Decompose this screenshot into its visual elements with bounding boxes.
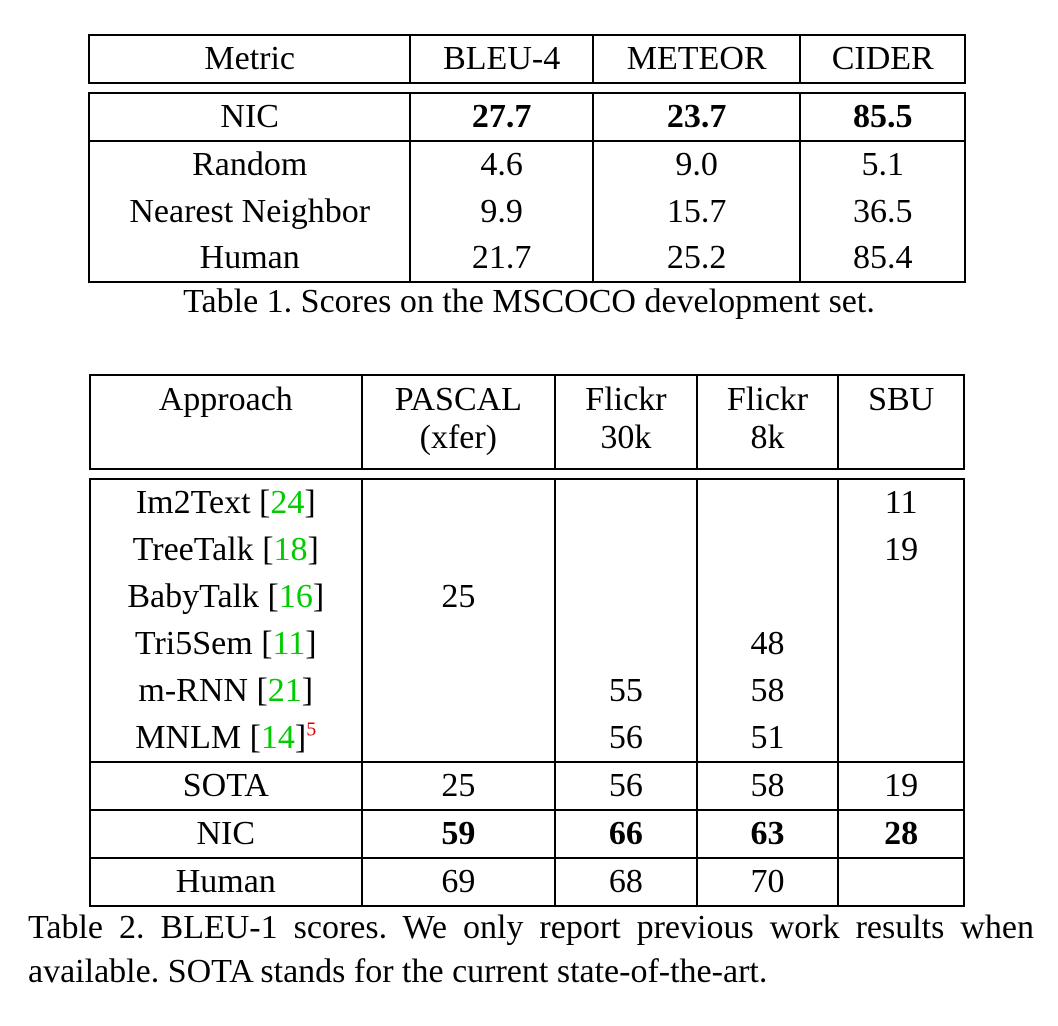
table-row: [89, 188, 965, 235]
approach-name: MNLM: [135, 718, 242, 756]
cell-bleu4: 9.9: [410, 188, 593, 235]
table-row: [90, 526, 964, 573]
nic-label: NIC: [89, 93, 410, 141]
cell-sbu: [838, 714, 964, 762]
nic-flickr8k: 63: [697, 810, 839, 858]
human-flickr30k: 68: [555, 858, 697, 906]
header-line1: Flickr: [726, 381, 809, 418]
table-2-human-row: [90, 858, 964, 906]
citation-link[interactable]: 24: [270, 484, 305, 521]
header-approach: [90, 375, 362, 469]
header-metric: Metric: [89, 35, 410, 83]
table-1: [88, 34, 966, 283]
table-row: [90, 573, 964, 620]
human-pascal: 69: [362, 858, 556, 906]
table-2-nic-row: [90, 810, 964, 858]
approach-name: TreeTalk: [132, 530, 254, 568]
cell-pascal: 25: [362, 573, 556, 620]
nic-pascal: 59: [362, 810, 556, 858]
nic-sbu: 28: [838, 810, 964, 858]
cell-flickr8k: 51: [697, 714, 839, 762]
nic-meteor: 23.7: [593, 93, 801, 141]
approach-name: Im2Text: [135, 484, 251, 521]
row-label: Random: [89, 141, 410, 188]
cell-flickr8k: [697, 573, 839, 620]
cell-flickr30k: 56: [555, 714, 697, 762]
citation-link[interactable]: 11: [272, 624, 306, 662]
human-flickr8k: 70: [697, 858, 839, 906]
header-line2: [91, 419, 361, 463]
cell-flickr8k: [697, 526, 839, 573]
header-line1: Flickr: [585, 381, 667, 418]
cell-cider: 5.1: [800, 141, 965, 188]
cell-pascal: [362, 620, 556, 667]
row-label: Human: [89, 235, 410, 282]
table-row: [89, 141, 965, 188]
header-bleu4: BLEU-4: [410, 35, 593, 83]
header-sbu: [838, 375, 964, 469]
table-row: [90, 714, 964, 762]
approach-cell: TreeTalk [18]: [90, 526, 362, 573]
header-cider: CIDER: [800, 35, 965, 83]
cell-pascal: [362, 479, 556, 526]
table-row: [89, 235, 965, 282]
cell-pascal: [362, 714, 556, 762]
citation-link[interactable]: 14: [260, 718, 295, 756]
approach-cell: m-RNN [21]: [90, 667, 362, 714]
cell-flickr8k: 58: [697, 667, 839, 714]
table-row: [90, 620, 964, 667]
approach-cell: Tri5Sem [11]: [90, 620, 362, 667]
table-1-gap: [89, 83, 965, 93]
approach-name: m-RNN: [138, 671, 248, 709]
cell-sbu: 11: [838, 479, 964, 526]
human-sbu: [838, 858, 964, 906]
cell-flickr30k: [555, 526, 697, 573]
citation-link[interactable]: 16: [278, 577, 313, 615]
approach-name: Tri5Sem: [134, 624, 253, 662]
cell-flickr30k: [555, 620, 697, 667]
cell-flickr8k: 48: [697, 620, 839, 667]
table-1-nic-row: [89, 93, 965, 141]
footnote-marker[interactable]: 5: [306, 718, 317, 741]
cell-flickr30k: [555, 573, 697, 620]
cell-meteor: 9.0: [593, 141, 801, 188]
table-1-caption: Table 1. Scores on the MSCOCO development set.: [183, 283, 875, 320]
header-line2: [839, 419, 963, 463]
header-line2: (xfer): [419, 419, 498, 456]
cell-sbu: [838, 620, 964, 667]
sota-label: SOTA: [90, 762, 362, 810]
header-line1: PASCAL: [394, 381, 522, 418]
header-flickr8k: [697, 375, 839, 469]
table-2: [89, 374, 965, 907]
cell-meteor: 15.7: [593, 188, 801, 235]
cell-pascal: [362, 667, 556, 714]
cell-sbu: 19: [838, 526, 964, 573]
approach-cell: Im2Text [24]: [90, 479, 362, 526]
cell-flickr30k: 55: [555, 667, 697, 714]
table-1-header-row: [89, 35, 965, 83]
table-2-header-row: [90, 375, 964, 469]
sota-flickr8k: 58: [697, 762, 839, 810]
header-pascal: [362, 375, 556, 469]
human-label: Human: [90, 858, 362, 906]
cell-cider: 85.4: [800, 235, 965, 282]
table-2-sota-row: [90, 762, 964, 810]
sota-sbu: 19: [838, 762, 964, 810]
cell-pascal: [362, 526, 556, 573]
header-flickr30k: [555, 375, 697, 469]
table-row: [90, 479, 964, 526]
cell-sbu: [838, 667, 964, 714]
cell-bleu4: 21.7: [410, 235, 593, 282]
table-2-caption: Table 2. BLEU-1 scores. We only report previous work results when available. SOTA stands for the current state-of-the-art.: [28, 909, 1034, 990]
sota-pascal: 25: [362, 762, 556, 810]
nic-label: NIC: [90, 810, 362, 858]
sota-flickr30k: 56: [555, 762, 697, 810]
nic-flickr30k: 66: [555, 810, 697, 858]
cell-sbu: [838, 573, 964, 620]
citation-link[interactable]: 21: [267, 671, 302, 709]
approach-cell: MNLM [14]$^5$: [90, 714, 362, 762]
cell-meteor: 25.2: [593, 235, 801, 282]
header-line2: 8k: [750, 419, 785, 456]
header-line1: SBU: [868, 381, 935, 418]
table-row: [90, 667, 964, 714]
approach-name: BabyTalk: [127, 577, 260, 615]
header-line1: Approach: [158, 381, 293, 418]
header-line2: 30k: [600, 419, 652, 456]
table-2-gap: [90, 469, 964, 479]
cell-flickr30k: [555, 479, 697, 526]
cell-cider: 36.5: [800, 188, 965, 235]
row-label: Nearest Neighbor: [89, 188, 410, 235]
nic-cider: 85.5: [800, 93, 965, 141]
cell-bleu4: 4.6: [410, 141, 593, 188]
nic-bleu4: 27.7: [410, 93, 593, 141]
citation-link[interactable]: 18: [273, 530, 308, 568]
cell-flickr8k: [697, 479, 839, 526]
header-meteor: METEOR: [593, 35, 801, 83]
approach-cell: BabyTalk [16]: [90, 573, 362, 620]
